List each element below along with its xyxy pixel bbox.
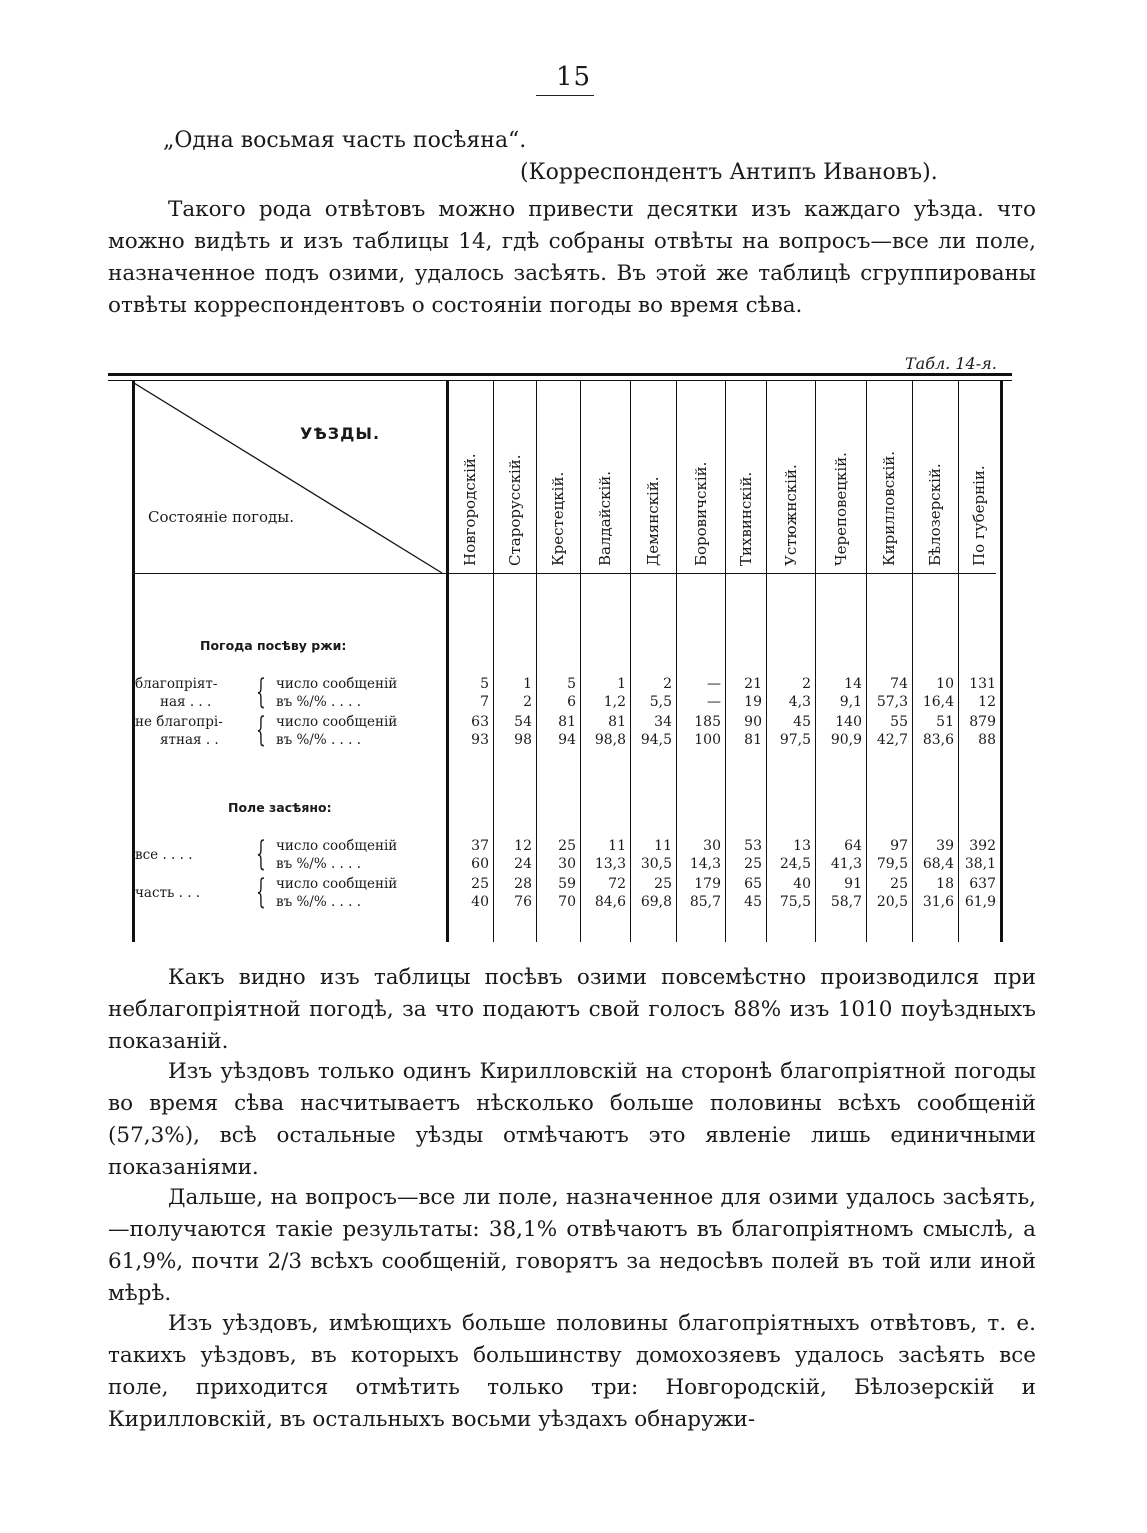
paragraph-3 bbox=[108, 1056, 1036, 1184]
table-cell: 140 bbox=[835, 714, 862, 730]
header-corner-top: УѢЗДЫ. bbox=[300, 424, 381, 443]
table-cell: 31,6 bbox=[922, 894, 954, 910]
table-cell: 70 bbox=[558, 894, 576, 910]
table-cell: 30 bbox=[703, 838, 721, 854]
column-header: Кирилловскій. bbox=[880, 450, 898, 566]
table-cell: 76 bbox=[514, 894, 532, 910]
table-cell: 54 bbox=[514, 714, 532, 730]
table-cell: 14,3 bbox=[689, 856, 721, 872]
table-cell: 75,5 bbox=[779, 894, 811, 910]
table-cell: 40 bbox=[793, 876, 811, 892]
row-group-label: ная . . . bbox=[160, 694, 212, 710]
row-sub-label: въ %/% . . . . bbox=[276, 694, 362, 710]
paragraph-2-text: Какъ видно изъ таблицы посѣвъ озими повсемѣстно производился при неблагопріятной погодѣ, за что подаютъ свой голосъ 88% изъ 1010 поуѣздныхъ показаній. bbox=[108, 965, 1036, 1054]
table-cell: 2 bbox=[523, 694, 532, 710]
table-cell: 21 bbox=[744, 676, 762, 692]
table-cell: 91 bbox=[844, 876, 862, 892]
table-cell: 42,7 bbox=[876, 732, 908, 748]
table-cell: 97,5 bbox=[779, 732, 811, 748]
column-header: Боровичскій. bbox=[691, 461, 710, 566]
table-cell: 12 bbox=[514, 838, 532, 854]
row-sub-label: въ %/% . . . . bbox=[276, 732, 362, 748]
table-cell: 13 bbox=[793, 838, 811, 854]
paragraph-3-text: Изъ уѣздовъ только одинъ Кирилловскій на сторонѣ благопріятной погоды во время сѣва насчитываетъ нѣсколько больше половины всѣхъ сообщеній (57,3%), всѣ остальные уѣзды отмѣчаютъ это явленіе лишь единичными показаніями. bbox=[108, 1059, 1036, 1180]
table-cell: 63 bbox=[471, 714, 489, 730]
column-header: Череповецкій. bbox=[831, 452, 850, 566]
table-cell: 11 bbox=[608, 838, 626, 854]
table-cell: 25 bbox=[654, 876, 672, 892]
table-column-rule bbox=[1000, 380, 1003, 942]
table-cell: 40 bbox=[471, 894, 489, 910]
attribution: (Корреспондентъ Антипъ Ивановъ). bbox=[520, 160, 938, 185]
table-cell: 68,4 bbox=[922, 856, 954, 872]
table-cell: 45 bbox=[793, 714, 811, 730]
table-cell: 74 bbox=[890, 676, 908, 692]
table-cell: 30,5 bbox=[640, 856, 672, 872]
table-cell: 879 bbox=[969, 714, 996, 730]
table-cell: 98 bbox=[514, 732, 532, 748]
table-cell: 97 bbox=[890, 838, 908, 854]
column-header: Демянскій. bbox=[644, 476, 662, 566]
table-cell: 85,7 bbox=[689, 894, 721, 910]
table-cell: 72 bbox=[608, 876, 626, 892]
column-header: Новгородскій. bbox=[460, 453, 479, 566]
paragraph-2 bbox=[108, 962, 1036, 1058]
table-cell: 88 bbox=[978, 732, 996, 748]
table-cell: 131 bbox=[969, 676, 996, 692]
table-cell: 25 bbox=[890, 876, 908, 892]
column-header: Крестецкій. bbox=[549, 471, 567, 566]
table-cell: 57,3 bbox=[876, 694, 908, 710]
table-cell: 19 bbox=[744, 694, 762, 710]
page-number: 15 bbox=[555, 62, 592, 92]
table-cell: 2 bbox=[802, 676, 811, 692]
table-cell: 6 bbox=[567, 694, 576, 710]
table-cell: — bbox=[707, 694, 721, 710]
table-cell: 64 bbox=[844, 838, 862, 854]
table-cell: 4,3 bbox=[788, 694, 811, 710]
paragraph-5 bbox=[108, 1308, 1036, 1436]
row-brace: { bbox=[256, 710, 266, 750]
table-cell: 5 bbox=[567, 676, 576, 692]
table-cell: 16,4 bbox=[922, 694, 954, 710]
table-cell: 60 bbox=[471, 856, 489, 872]
table-cell: 58,7 bbox=[830, 894, 862, 910]
table-cell: 61,9 bbox=[964, 894, 996, 910]
table-cell: 37 bbox=[471, 838, 489, 854]
table-cell: 94,5 bbox=[640, 732, 672, 748]
row-sub-label: число сообщеній bbox=[276, 838, 398, 854]
row-sub-label: число сообщеній bbox=[276, 714, 398, 730]
table-cell: 5,5 bbox=[649, 694, 672, 710]
table-cell: 14 bbox=[844, 676, 862, 692]
row-brace: { bbox=[256, 834, 266, 874]
table-cell: 18 bbox=[936, 876, 954, 892]
table-cell: 51 bbox=[936, 714, 954, 730]
table-cell: 65 bbox=[744, 876, 762, 892]
table-cell: 30 bbox=[558, 856, 576, 872]
table-cell: 25 bbox=[744, 856, 762, 872]
table-cell: 24 bbox=[514, 856, 532, 872]
table-cell: 13,3 bbox=[594, 856, 626, 872]
row-sub-label: въ %/% . . . . bbox=[276, 856, 362, 872]
table-cell: 1,2 bbox=[603, 694, 626, 710]
table-cell: 81 bbox=[744, 732, 762, 748]
column-header: По губерніи. bbox=[970, 465, 988, 566]
column-header: Старорусскій. bbox=[505, 454, 524, 566]
paragraph-4 bbox=[108, 1182, 1036, 1310]
paragraph-5-text: Изъ уѣздовъ, имѣющихъ больше половины благопріятныхъ отвѣтовъ, т. е. такихъ уѣздовъ, въ которыхъ большинству домохозяевъ удалось засѣять все поле, приходится отмѣтить только три: Новгородскій, Бѣлозерскій и Кирилловскій, въ остальныхъ восьми уѣздахъ обнаружи- bbox=[108, 1311, 1036, 1432]
table-cell: 94 bbox=[558, 732, 576, 748]
table-cell: 55 bbox=[890, 714, 908, 730]
table-cell: 98,8 bbox=[594, 732, 626, 748]
paragraph-1-text: Такого рода отвѣтовъ можно привести десятки изъ каждаго уѣзда. что можно видѣть и изъ таблицы 14, гдѣ собраны отвѣты на вопросъ—все ли поле, назначенное подъ озими, удалось засѣять. Въ этой же таблицѣ сгруппированы отвѣты корреспондентовъ о состояніи погоды во время сѣва. bbox=[108, 197, 1036, 318]
column-header: Валдайскій. bbox=[596, 470, 614, 566]
table-cell: 34 bbox=[654, 714, 672, 730]
row-sub-label: въ %/% . . . . bbox=[276, 894, 362, 910]
table-cell: 11 bbox=[654, 838, 672, 854]
table-cell: 179 bbox=[694, 876, 721, 892]
row-brace: { bbox=[256, 872, 266, 912]
table-cell: 28 bbox=[514, 876, 532, 892]
table-cell: 10 bbox=[936, 676, 954, 692]
row-sub-label: число сообщеній bbox=[276, 876, 398, 892]
table-cell: 1 bbox=[617, 676, 626, 692]
table-cell: 83,6 bbox=[922, 732, 954, 748]
table-cell: 39 bbox=[936, 838, 954, 854]
table-cell: 7 bbox=[480, 694, 489, 710]
column-header: Тихвинскій. bbox=[736, 471, 755, 566]
table-cell: 41,3 bbox=[830, 856, 862, 872]
column-header: Устюжнскій. bbox=[781, 464, 800, 566]
row-group-label: ятная . . bbox=[160, 732, 219, 748]
table-cell: 38,1 bbox=[964, 856, 996, 872]
table-cell: 84,6 bbox=[594, 894, 626, 910]
section-1-title: Погода посѣву ржи: bbox=[200, 638, 347, 653]
table-top-rule bbox=[108, 373, 1012, 376]
paragraph-1 bbox=[108, 194, 1036, 322]
table-cell: 59 bbox=[558, 876, 576, 892]
table-cell: 9,1 bbox=[839, 694, 862, 710]
table-cell: 20,5 bbox=[876, 894, 908, 910]
table-label: Табл. 14-я. bbox=[905, 354, 997, 373]
table-cell: 100 bbox=[694, 732, 721, 748]
table-cell: 53 bbox=[744, 838, 762, 854]
table-cell: 81 bbox=[558, 714, 576, 730]
section-2-title: Поле засѣяно: bbox=[228, 800, 332, 815]
header-diagonal-line bbox=[134, 381, 444, 576]
table-cell: 79,5 bbox=[876, 856, 908, 872]
table-cell: 2 bbox=[663, 676, 672, 692]
table-cell: 69,8 bbox=[640, 894, 672, 910]
table-cell: 81 bbox=[608, 714, 626, 730]
row-group-label: не благопрі- bbox=[135, 714, 223, 730]
table-cell: 25 bbox=[558, 838, 576, 854]
table-cell: 185 bbox=[694, 714, 721, 730]
row-sub-label: число сообщеній bbox=[276, 676, 398, 692]
table-cell: — bbox=[707, 676, 721, 692]
row-group-label: часть . . . bbox=[135, 885, 201, 901]
table-cell: 93 bbox=[471, 732, 489, 748]
table-cell: 24,5 bbox=[779, 856, 811, 872]
quote: „Одна восьмая часть посѣяна“. bbox=[163, 128, 527, 153]
table-cell: 25 bbox=[471, 876, 489, 892]
row-group-label: все . . . . bbox=[135, 847, 193, 863]
table-cell: 5 bbox=[480, 676, 489, 692]
row-group-label: благопріят- bbox=[135, 676, 218, 692]
column-header: Бѣлозерскій. bbox=[926, 463, 944, 566]
table-cell: 637 bbox=[969, 876, 996, 892]
table-cell: 12 bbox=[978, 694, 996, 710]
page-number-rule bbox=[536, 95, 594, 96]
paragraph-4-text: Дальше, на вопросъ—все ли поле, назначенное для озими удалось засѣять,—получаются такіе результаты: 38,1% отвѣчаютъ въ благопріятномъ смыслѣ, а 61,9%, почти 2/3 всѣхъ сообщеній, говорятъ за недосѣвъ полей въ той или иной мѣрѣ. bbox=[108, 1185, 1036, 1306]
table-cell: 45 bbox=[744, 894, 762, 910]
table-cell: 90,9 bbox=[830, 732, 862, 748]
header-corner-bottom: Состояніе погоды. bbox=[148, 508, 295, 526]
table-cell: 392 bbox=[969, 838, 996, 854]
table-cell: 1 bbox=[523, 676, 532, 692]
row-brace: { bbox=[256, 672, 266, 712]
table-cell: 90 bbox=[744, 714, 762, 730]
